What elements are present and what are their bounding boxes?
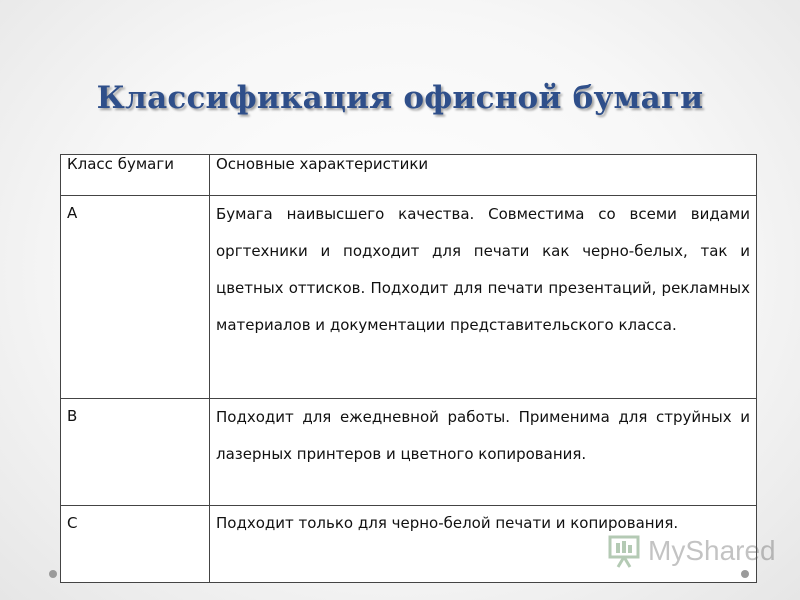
watermark-logo xyxy=(606,533,776,569)
slide-title: Классификация офисной бумаги xyxy=(96,80,704,116)
row-class-cell: С xyxy=(61,506,210,583)
row-description-cell: Подходит для ежедневной работы. Применима для струйных и лазерных принтеров и цветного копирования. xyxy=(210,399,757,506)
presentation-board-icon xyxy=(606,533,642,569)
table-row xyxy=(61,196,757,399)
row-class-cell: А xyxy=(61,196,210,399)
decorative-dot-left xyxy=(49,570,57,578)
watermark-text: MyShared xyxy=(648,535,776,566)
decorative-dot-right xyxy=(741,570,749,578)
header-class: Класс бумаги xyxy=(61,155,210,196)
paper-class-table xyxy=(60,154,757,583)
row-description-cell: Подходит только для черно-белой печати и копирования. xyxy=(210,506,757,583)
row-class-cell: В xyxy=(61,399,210,506)
table-header-row xyxy=(61,155,757,196)
header-characteristics: Основные характеристики xyxy=(210,155,757,196)
row-description-cell: Бумага наивысшего качества. Совместима со всеми видами оргтехники и подходит для печати как черно-белых, так и цветных оттисков. Подходит для печати презентаций, рекламных материалов и документации представительского класса. xyxy=(210,196,757,399)
table-row xyxy=(61,399,757,506)
